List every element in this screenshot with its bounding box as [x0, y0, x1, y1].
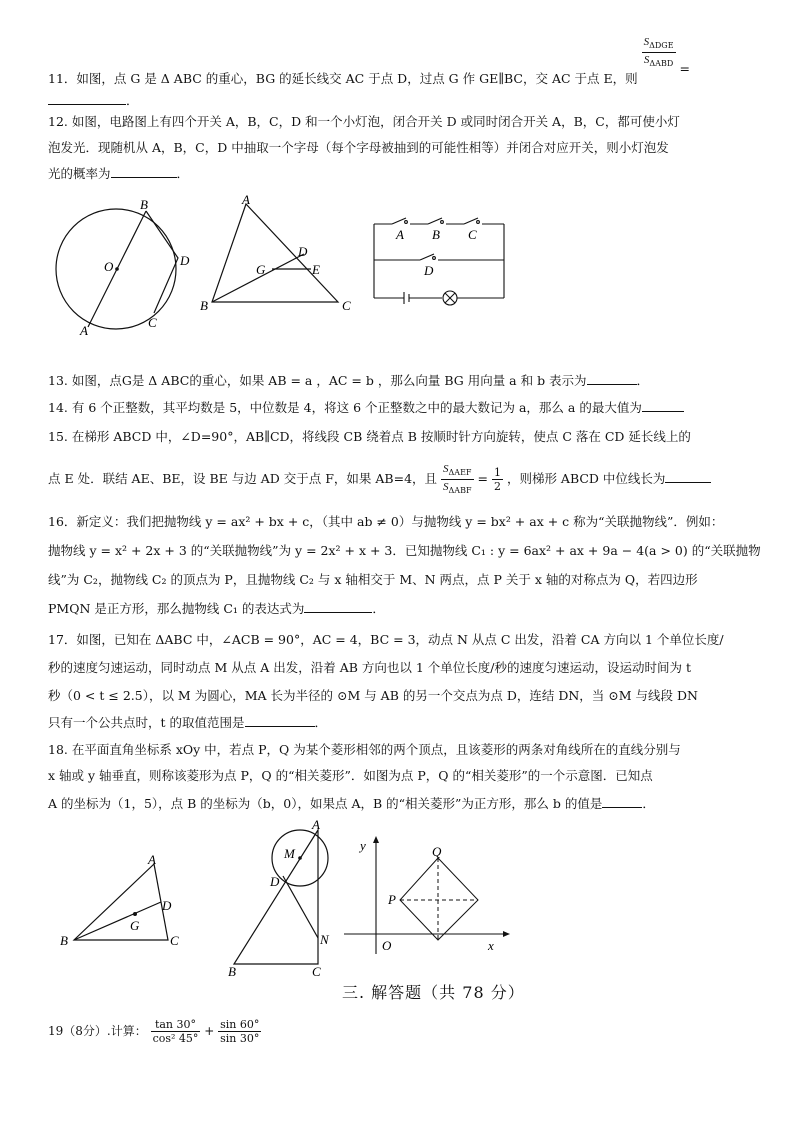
q17-line4: 只有一个公共点时，t 的取值范围是 ．: [48, 715, 328, 730]
q12-line2: 泡发光．现随机从 A，B，C，D 中抽取一个字母（每个字母被抽到的可能性相等）并闭合对应开关，则小灯泡发: [48, 140, 669, 155]
q16-line2: 抛物线 y = x² + 2x + 3 的“关联抛物线”为 y = 2x² + x + 3．已知抛物线 C₁ : y = 6ax² + ax + 9a − 4(a > 0) 的“关联抛物: [48, 543, 761, 558]
label-B: B: [200, 298, 208, 313]
label-A: A: [80, 323, 88, 338]
q17-line1: 17．如图，已知在 ΔABC 中，∠ACB = 90°，AC = 4，BC = 3，动点 N 从点 C 出发，沿着 CA 方向以 1 个单位长度/: [48, 632, 724, 647]
label-C: C: [170, 933, 179, 948]
label-D: D: [180, 253, 190, 268]
q18-line3: A 的坐标为（1，5），点 B 的坐标为（b，0），如果点 A，B 的“相关菱形”为正方形，那么 b 的值是 ．: [48, 796, 655, 811]
label-B: B: [60, 933, 68, 948]
label-D: D: [162, 898, 172, 913]
answer-blank[interactable]: [642, 399, 684, 412]
figure-circle: [50, 195, 200, 345]
answer-blank[interactable]: [602, 795, 642, 808]
q15-line2: 点 E 处．联结 AE、BE，设 BE 与边 AD 交于点 F，如果 AB=4，且 $\frac{S_{\Delta AEF}}{S_{\Delta ABF}}$ = $\frac{1}{2}$ ，则梯形 ABCD 中位线长为: [48, 462, 711, 497]
label-C: C: [468, 227, 477, 242]
q19-fraction-1: $\frac{\tan 30^\circ}{\text{cos² 45°}}$: [152, 1018, 199, 1045]
label-D: D: [270, 874, 280, 889]
q17-line2: 秒的速度匀速运动，同时动点 M 从点 A 出发，沿着 AB 方向也以 1 个单位长度/秒的速度匀速运动，设运动时间为 t: [48, 660, 691, 675]
label-A: A: [242, 192, 250, 207]
q15-area-ratio: $\frac{S_{\Delta AEF}}{S_{\Delta ABF}}$: [443, 463, 472, 496]
label-B: B: [228, 964, 236, 978]
answer-blank[interactable]: [587, 372, 637, 385]
label-C: C: [148, 315, 157, 330]
q14-line: 14. 有 6 个正整数，其平均数是 5，中位数是 4，将这 6 个正整数之中的最大数记为 a，那么 a 的最大值为: [48, 399, 684, 417]
q18-line1: 18. 在平面直角坐标系 xOy 中，若点 P，Q 为某个菱形相邻的两个顶点，且该菱形的两条对角线所在的直线分别与: [48, 742, 681, 757]
label-A: A: [148, 852, 156, 867]
answer-blank[interactable]: [245, 714, 315, 727]
figure-circuit: [368, 212, 518, 307]
label-C: C: [342, 298, 351, 313]
label-E: E: [312, 262, 320, 277]
q18-line2: x 轴或 y 轴垂直，则称该菱形为点 P，Q 的“相关菱形”．如图为点 P，Q 的“相关菱形”的一个示意图．已知点: [48, 768, 653, 783]
q12-line1: 12. 如图，电路图上有四个开关 A，B，C，D 和一个小灯泡，闭合开关 D 或同时闭合开关 A，B，C，都可使小灯: [48, 114, 680, 129]
label-O: O: [382, 938, 392, 953]
q15-half: $\frac{1}{2}$: [493, 466, 501, 494]
label-A: A: [396, 227, 404, 242]
q13-line: 13. 如图，点G是 Δ ABC的重心，如果 AB = a ，AC = b ，那么向量 BG 用向量 a 和 b 表示为 ．: [48, 373, 650, 388]
section-title: 三. 解答题（共 78 分）: [342, 983, 525, 1002]
label-y: y: [360, 838, 366, 853]
q11-line: 11．如图，点 G 是 Δ ABC 的重心，BG 的延长线交 AC 于点 D，过点 G 作 GE∥BC，交 AC 于点 E，则 $\frac{S_{\Delta DGE}}{S_{\Delta ABD}}$ =: [48, 35, 690, 86]
label-C: C: [312, 964, 321, 978]
figure-related-rhombus: [340, 832, 515, 962]
figure-triangle-centroid: [58, 852, 198, 952]
q19-fraction-2: $\frac{\sin 60^\circ}{\sin 30^\circ}$: [220, 1018, 260, 1045]
figure-moving-circle: [222, 818, 342, 978]
label-N: N: [320, 932, 329, 947]
q15-line1: 15. 在梯形 ABCD 中，∠D=90°，AB∥CD，将线段 CB 绕着点 B 按顺时针方向旋转，使点 C 落在 CD 延长线上的: [48, 429, 691, 444]
figure-triangle-abc: [198, 192, 368, 317]
label-P: P: [388, 892, 396, 907]
q19-line: 19（8分）.计算： $\frac{\tan 30^\circ}{\text{cos² 45°}}$ + $\frac{\sin 60^\circ}{\sin 30^\circ}$: [48, 1018, 260, 1045]
label-D: D: [424, 263, 434, 278]
q16-line1: 16．新定义：我们把抛物线 y = ax² + bx + c，（其中 ab ≠ 0）与抛物线 y = bx² + ax + c 称为“关联抛物线”．例如：: [48, 514, 724, 529]
q16-line4: PMQN 是正方形，那么抛物线 C₁ 的表达式为 ．: [48, 601, 385, 616]
label-B: B: [432, 227, 440, 242]
label-G: G: [130, 918, 140, 933]
label-Q: Q: [432, 844, 442, 859]
q16-line3: 线”为 C₂，抛物线 C₂ 的顶点为 P，且抛物线 C₂ 与 x 轴相交于 M、N 两点，点 P 关于 x 轴的对称点为 Q，若四边形: [48, 572, 698, 587]
label-x: x: [488, 938, 494, 953]
label-A: A: [312, 818, 320, 832]
label-G: G: [256, 262, 266, 277]
q11-answer-line: ．: [48, 92, 139, 110]
label-D: D: [298, 244, 308, 259]
q11-text: 11．如图，点 G 是 Δ ABC 的重心，BG 的延长线交 AC 于点 D，过点 G 作 GE∥BC，交 AC 于点 E，则: [48, 71, 638, 86]
answer-blank[interactable]: [111, 165, 177, 178]
answer-blank[interactable]: [665, 470, 711, 483]
q11-ratio: $\frac{S_{\Delta DGE}}{S_{\Delta ABD}}$: [643, 35, 674, 69]
label-B: B: [140, 197, 148, 212]
label-O: O: [104, 259, 114, 274]
q12-line3: 光的概率为 ．: [48, 166, 190, 181]
label-M: M: [284, 846, 295, 861]
answer-blank[interactable]: [48, 92, 126, 105]
q17-line3: 秒（0 < t ≤ 2.5），以 M 为圆心，MA 长为半径的 ⊙M 与 AB 的另一个交点为点 D，连结 DN，当 ⊙M 与线段 DN: [48, 688, 698, 703]
answer-blank[interactable]: [304, 600, 372, 613]
